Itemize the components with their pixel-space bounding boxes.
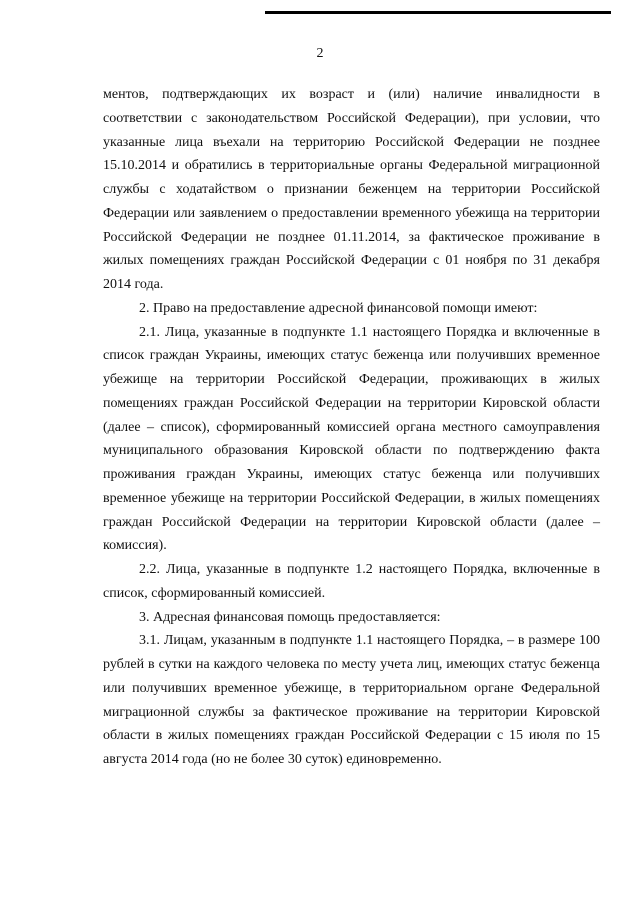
- paragraph-continuation: ментов, подтверждающих их возраст и (или) наличие инвалидности в соответствии с законодательством Российской Федерации), при условии, что указанные лица въехали на территорию Российской Федерации не позднее 15.10.2014 и обратились в территориальные органы Федеральной миграционной службы с ходатайством о признании беженцем на территории Российской Федерации или заявлением о предоставлении временного убежища на территории Российской Федерации не позднее 01.11.2014, за фактическое проживание в жилых помещениях граждан Российской Федерации с 01 ноября по 31 декабря 2014 года.: [103, 87, 600, 292]
- paragraph-section-3-1: 3.1. Лицам, указанным в подпункте 1.1 настоящего Порядка, – в размере 100 рублей в сутки на каждого человека по месту учета лиц, имеющих статус беженца или получивших временное убежище, в территориальном органе Федеральной миграционной службы за фактическое проживание на территории Кировской области в жилых помещениях граждан Российской Федерации с 15 июля по 15 августа 2014 года (но не более 30 суток) единовременно.: [103, 633, 600, 767]
- paragraph-section-2-2: 2.2. Лица, указанные в подпункте 1.2 настоящего Порядка, включенные в список, сформированный комиссией.: [103, 562, 600, 601]
- paragraph-section-2-1: 2.1. Лица, указанные в подпункте 1.1 настоящего Порядка и включенные в список граждан Украины, имеющих статус беженца или получивших временное убежище на территории Российской Федерации, проживающих в жилых помещениях граждан Российской Федерации на территории Кировской области (далее – список), сформированный комиссией органа местного самоуправления муниципального образования Кировской области по подтверждению факта проживания граждан Украины, имеющих статус беженца или получивших временное убежище на территории Российской Федерации, в жилых помещениях граждан Российской Федерации на территории Кировской области (далее – комиссия).: [103, 324, 600, 554]
- page-number: 2: [316, 46, 324, 61]
- paragraph-section-2: 2. Право на предоставление адресной финансовой помощи имеют:: [139, 300, 538, 316]
- paragraph-section-3: 3. Адресная финансовая помощь предоставляется:: [139, 609, 441, 625]
- header-rule: [265, 11, 611, 14]
- document-body: [103, 83, 600, 772]
